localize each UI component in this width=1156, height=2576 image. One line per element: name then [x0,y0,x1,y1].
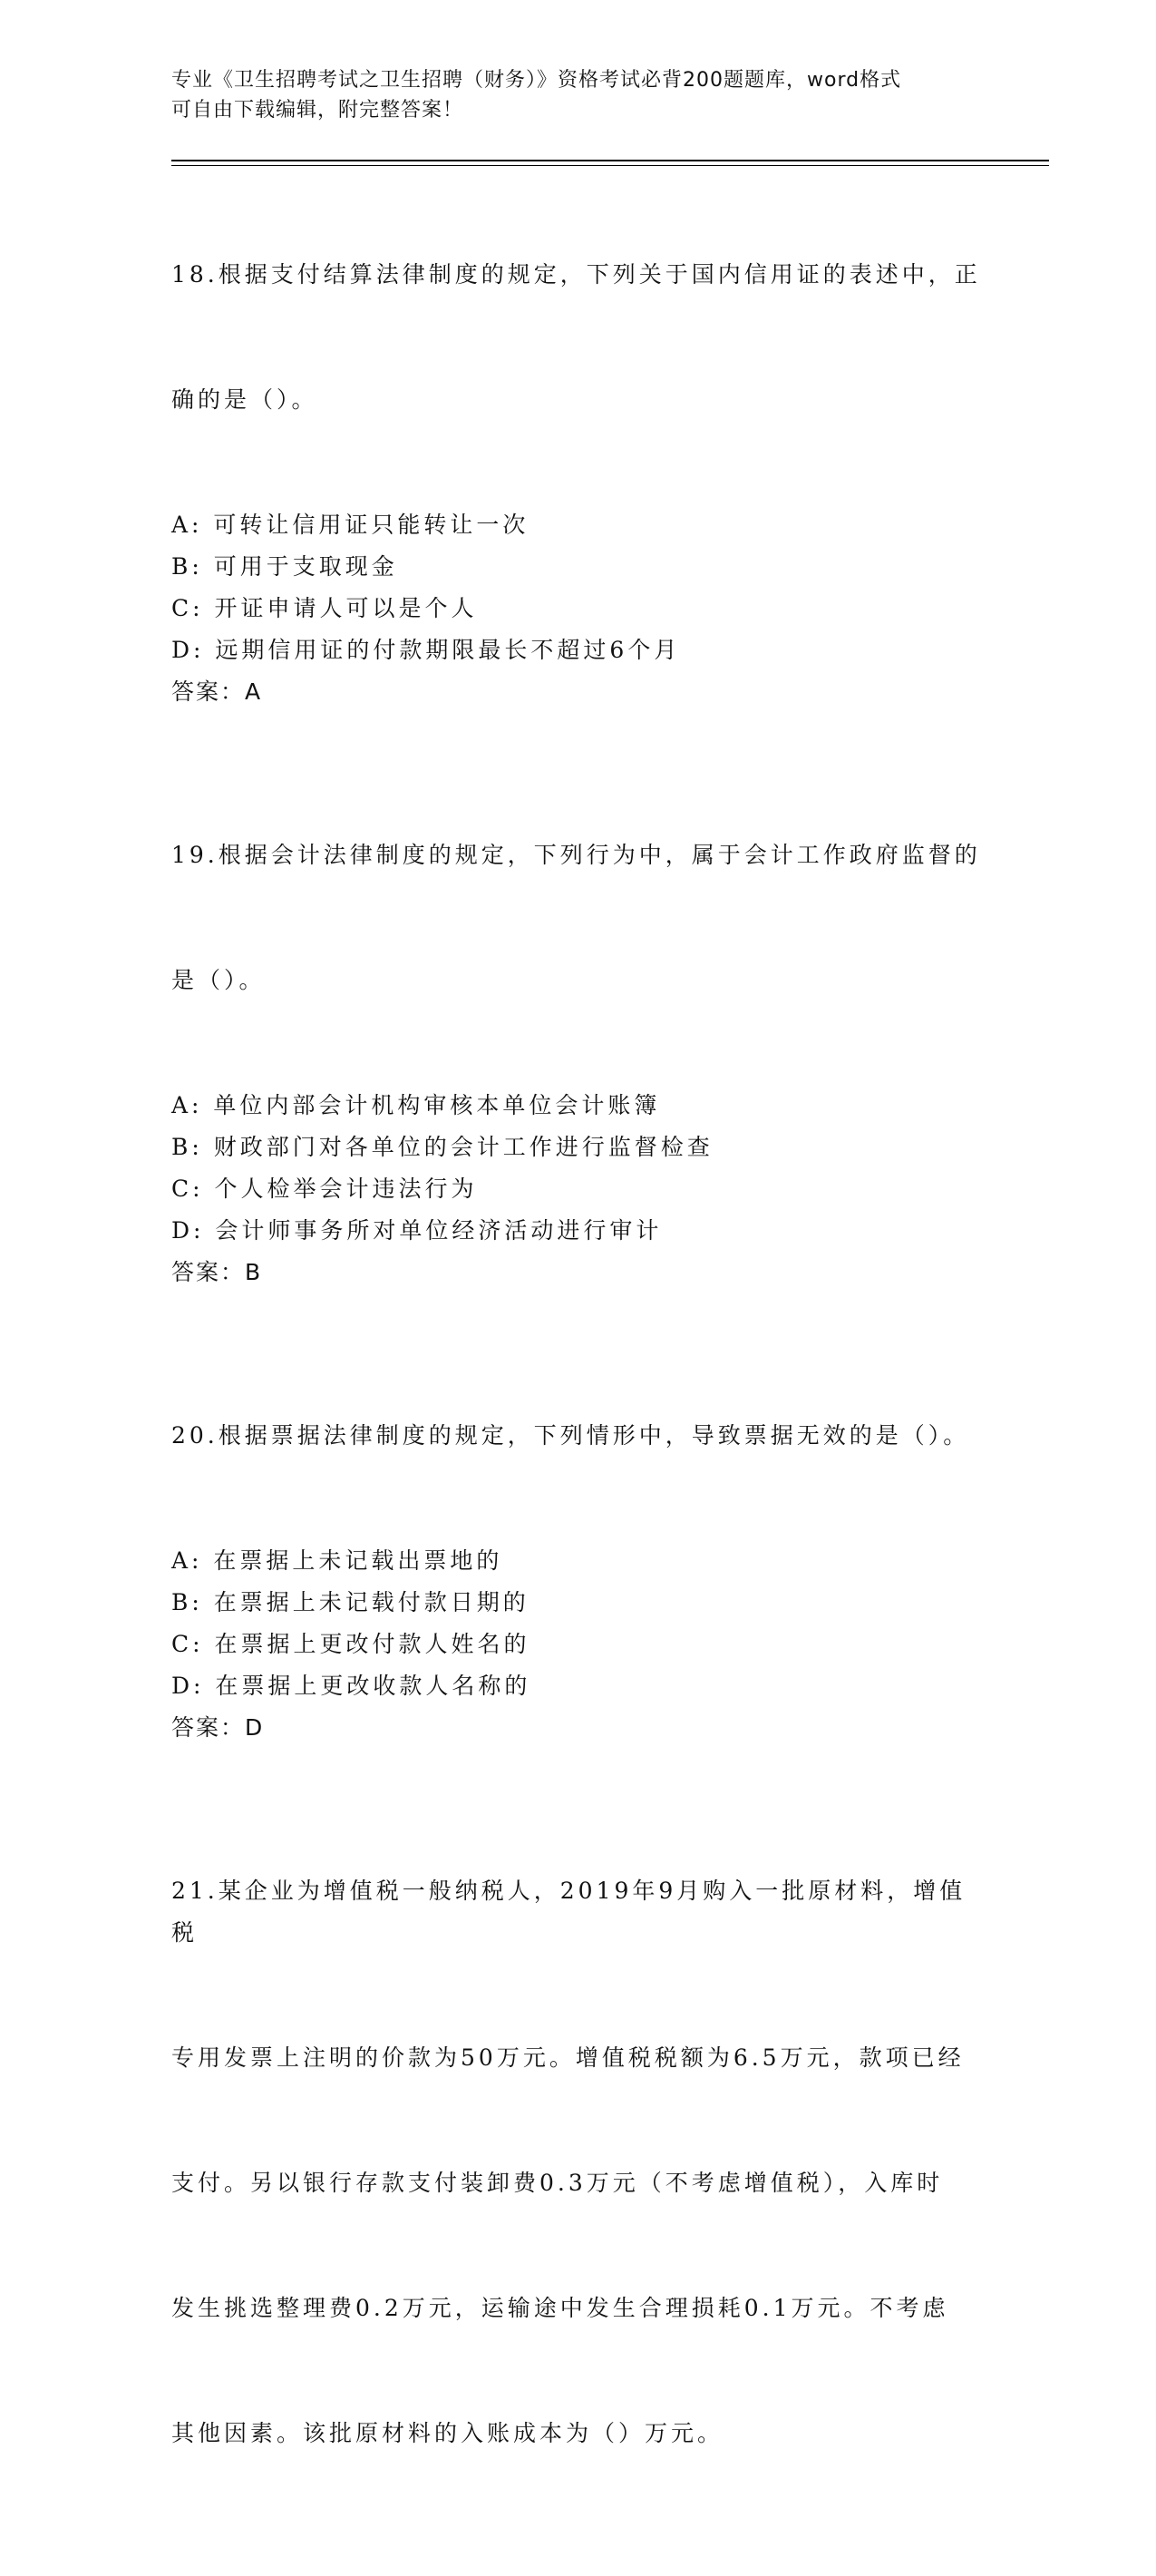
question-stem-line: 20.根据票据法律制度的规定，下列情形中，导致票据无效的是（）。 [171,1422,970,1449]
question-stem [171,1787,987,2538]
question-stem-line: 是（）。 [171,967,266,993]
option-d: D: 在票据上更改收款人名称的 [171,1673,531,1699]
question-stem-line: 专用发票上注明的价款为50万元。增值税税额为6.5万元，款项已经 [171,2044,965,2071]
answer-text: 答案：B [171,1259,263,1285]
option-d: D: 会计师事务所对单位经济活动进行审计 [171,1217,663,1244]
question-list [171,171,987,2576]
option-b: B: 可用于支取现金 [171,553,398,580]
question-stem-line: 确的是（）。 [171,386,318,413]
question-21 [171,1787,987,2538]
option-c: C: 个人检举会计违法行为 [171,1176,478,1202]
option-a: A: 单位内部会计机构审核本单位会计账簿 [171,1092,661,1118]
question-stem [171,1332,987,1540]
question-20 [171,1332,987,1749]
question-19 [171,751,987,1293]
question-18 [171,171,987,713]
header-divider-thin [171,165,1049,166]
option-a: A: 可转让信用证只能转让一次 [171,512,529,538]
header-line-1: 专业《卫生招聘考试之卫生招聘（财务）》资格考试必背200题题库，word格式 [171,69,902,92]
option-b: B: 在票据上未记载付款日期的 [171,1589,529,1615]
header-line-2: 可自由下载编辑，附完整答案！ [171,99,464,122]
document-header [171,65,987,125]
question-stem-line: 其他因素。该批原材料的入账成本为（）万元。 [171,2420,724,2446]
question-stem [171,751,987,1085]
option-c: C: 开证申请人可以是个人 [171,595,478,621]
question-stem [171,171,987,504]
option-d: D: 远期信用证的付款期限最长不超过6个月 [171,637,681,663]
header-divider-thick [171,160,1049,161]
option-b: B: 财政部门对各单位的会计工作进行监督检查 [171,1134,714,1160]
answer-text: 答案：D [171,1714,265,1741]
option-a: A: 在票据上未记载出票地的 [171,1547,503,1574]
option-c: C: 在票据上更改付款人姓名的 [171,1631,530,1657]
question-stem-line: 18.根据支付结算法律制度的规定，下列关于国内信用证的表述中，正 [171,261,981,288]
question-stem-line: 支付。另以银行存款支付装卸费0.3万元（不考虑增值税），入库时 [171,2170,944,2196]
question-stem-line: 19.根据会计法律制度的规定，下列行为中，属于会计工作政府监督的 [171,842,981,868]
answer-text: 答案：A [171,678,263,705]
question-stem-line: 发生挑选整理费0.2万元，运输途中发生合理损耗0.1万元。不考虑 [171,2295,949,2321]
question-stem-line: 21.某企业为增值税一般纳税人，2019年9月购入一批原材料，增值税 [171,1878,967,1946]
